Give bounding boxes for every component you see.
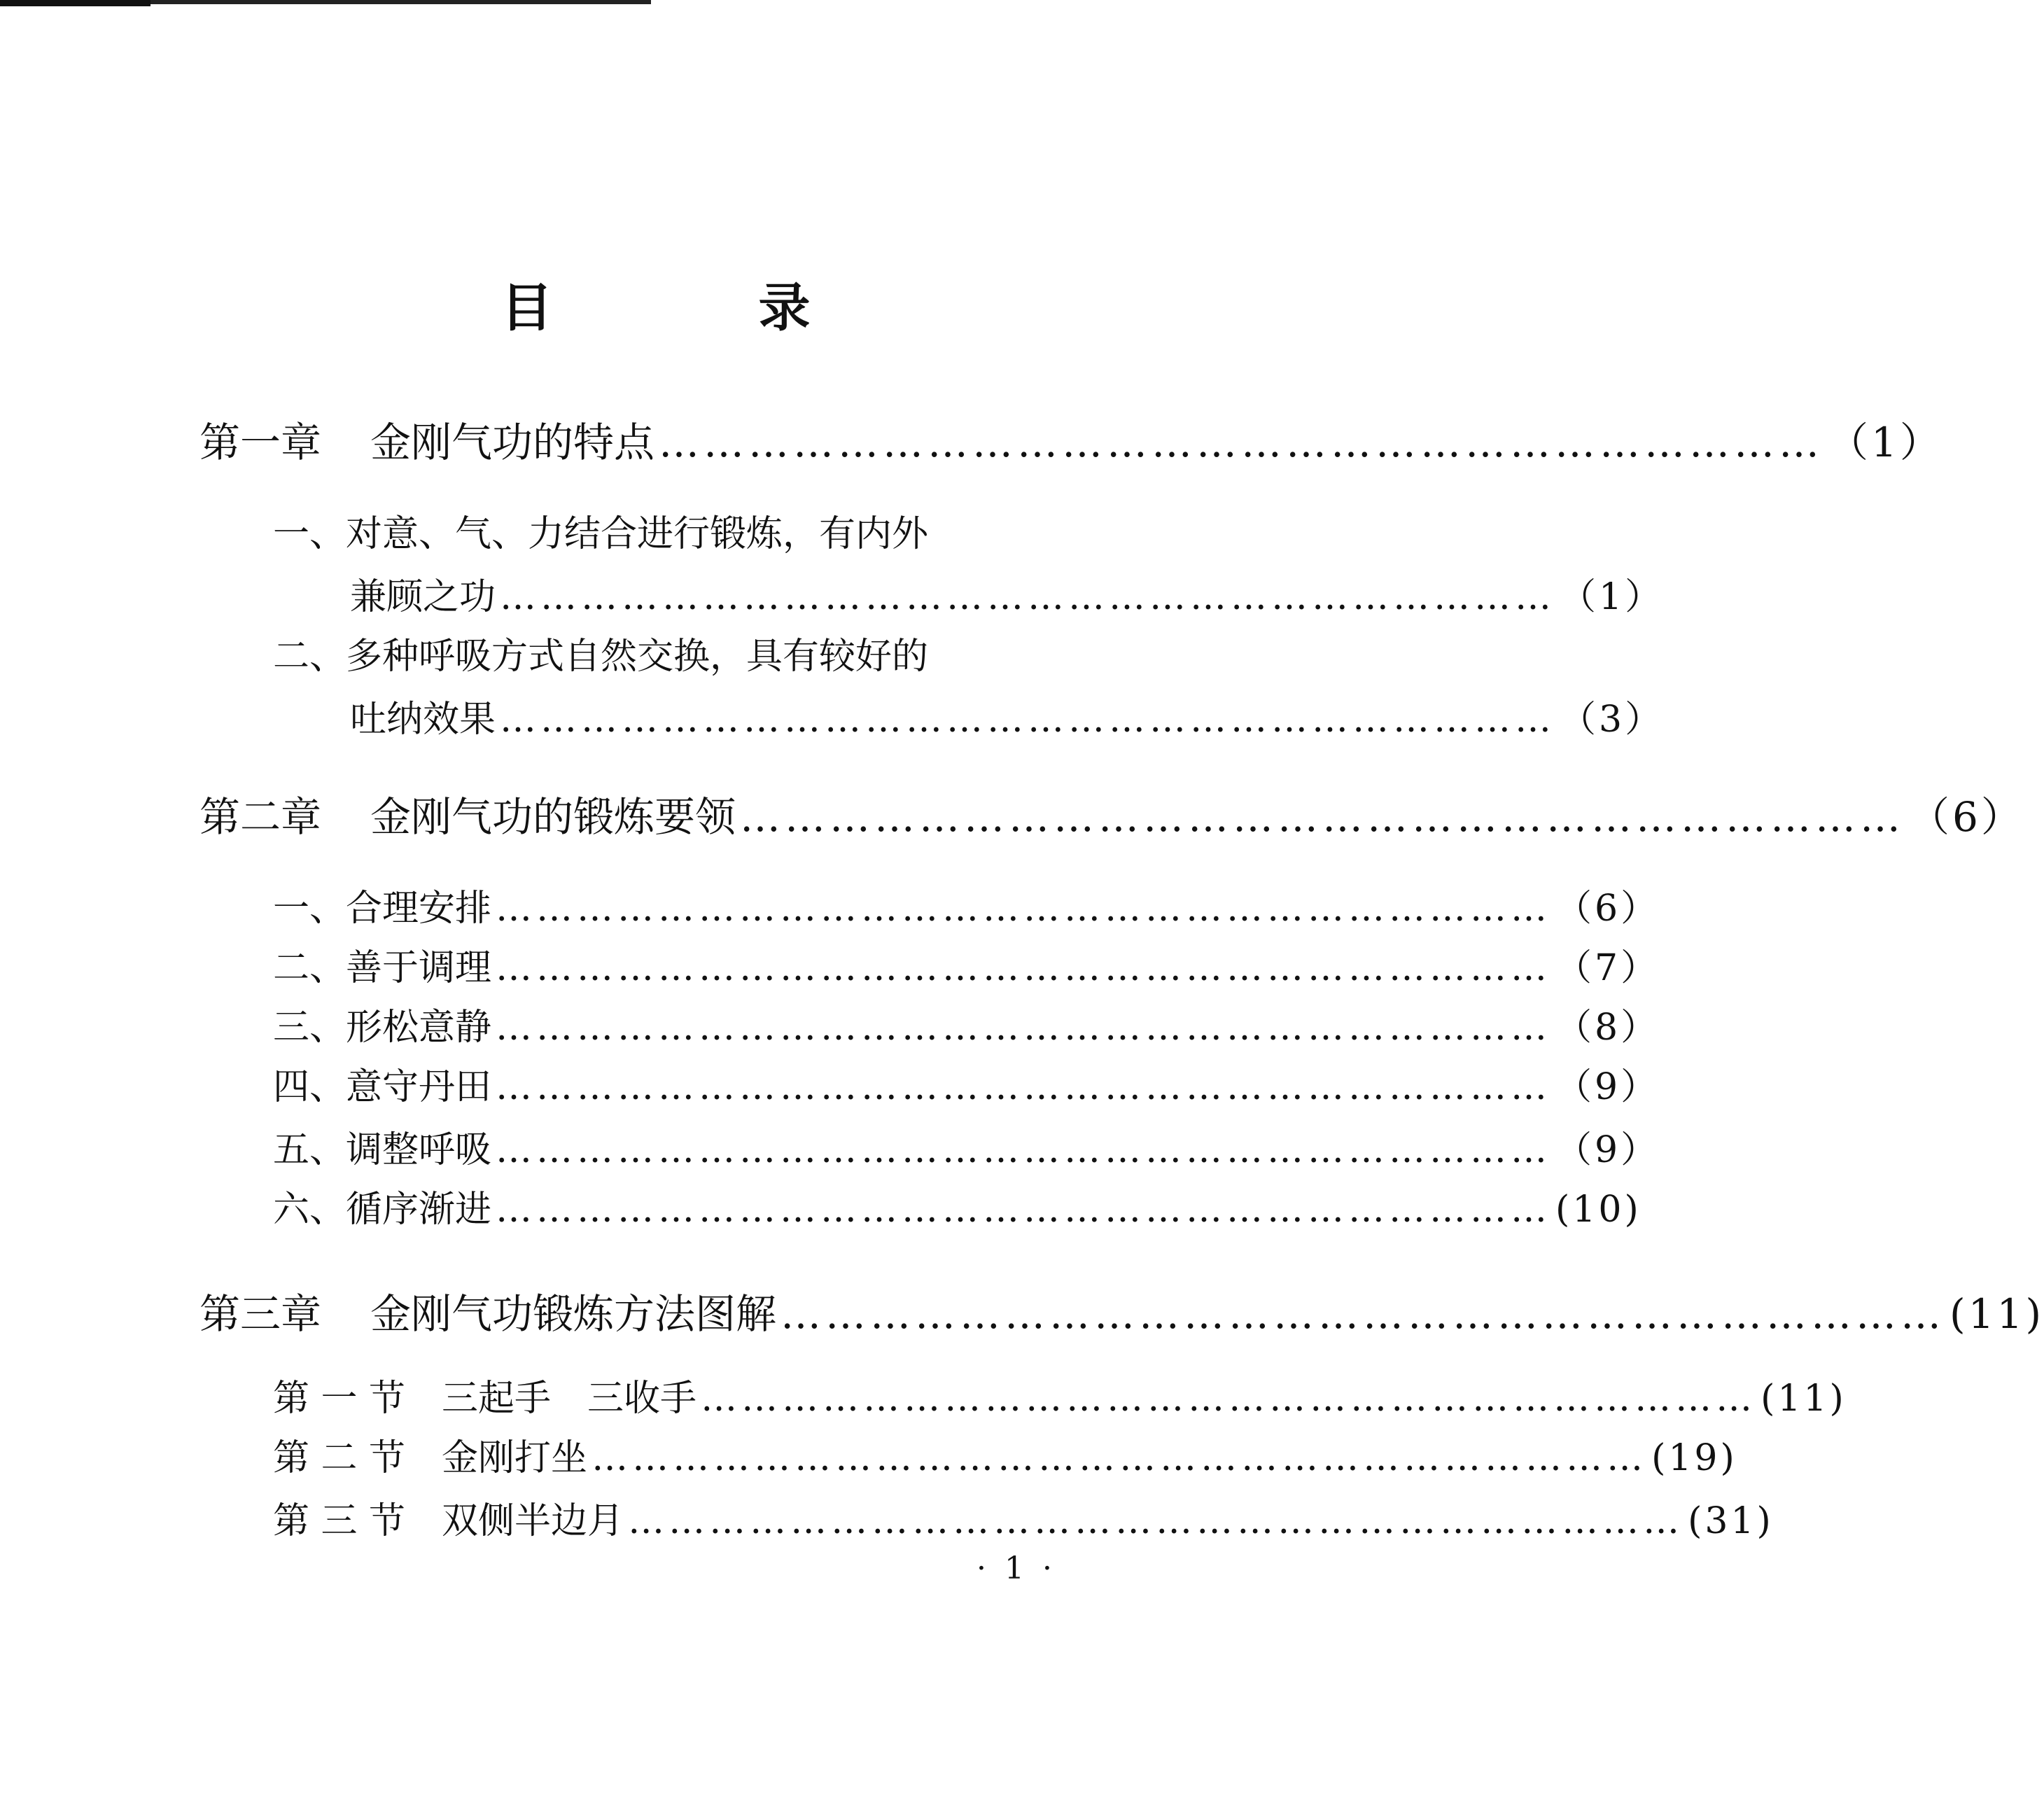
dot-leader: …………………………………………………………………… bbox=[740, 793, 1905, 841]
dot-leader: …………………………………………………………………… bbox=[628, 1500, 1684, 1542]
chapter-number: 第二章 bbox=[200, 793, 322, 841]
section-title: 第 二 节 金刚打坐 bbox=[273, 1437, 588, 1479]
chapter-number: 第三章 bbox=[200, 1290, 322, 1338]
page-ref: （8） bbox=[1555, 1007, 1660, 1049]
chapter-number: 第一章 bbox=[200, 419, 322, 466]
section-title-cont: 吐纳效果 bbox=[350, 699, 496, 741]
section-title: 一、对意、气、力结合进行锻炼，有内外 bbox=[273, 513, 929, 555]
page-ref: (31) bbox=[1688, 1500, 1774, 1542]
toc-chapter-2[interactable] bbox=[200, 784, 2024, 847]
page-ref: (11) bbox=[1760, 1378, 1847, 1420]
section-title: 四、意守丹田 bbox=[273, 1066, 492, 1108]
page-ref: （1） bbox=[1828, 419, 1943, 466]
page-ref: (19) bbox=[1651, 1437, 1737, 1479]
toc-section-1-2-line1[interactable] bbox=[273, 627, 1106, 690]
dot-leader: …………………………………………………………………… bbox=[496, 1129, 1552, 1171]
toc-section-2-1[interactable] bbox=[273, 879, 1660, 942]
dot-leader: …………………………………………………………………… bbox=[659, 419, 1824, 466]
page-ref: (11) bbox=[1949, 1290, 2044, 1338]
page-ref: （3） bbox=[1560, 699, 1665, 741]
toc-section-2-3[interactable] bbox=[273, 998, 1660, 1061]
toc-section-2-6[interactable] bbox=[273, 1180, 1642, 1243]
section-title: 六、循序渐进 bbox=[273, 1189, 492, 1231]
section-title: 二、善于调理 bbox=[273, 947, 492, 989]
page-ref: （9） bbox=[1555, 1066, 1660, 1108]
dot-leader: …………………………………………………………………… bbox=[496, 1066, 1552, 1108]
section-title: 三、形松意静 bbox=[273, 1007, 492, 1049]
dot-leader: …………………………………………………………………… bbox=[701, 1378, 1757, 1420]
section-title: 一、合理安排 bbox=[273, 888, 492, 930]
toc-section-3-3[interactable] bbox=[273, 1491, 1774, 1554]
section-title: 五、调整呼吸 bbox=[273, 1129, 492, 1171]
toc-section-2-2[interactable] bbox=[273, 938, 1660, 1001]
page-title: 目 录 bbox=[500, 278, 888, 338]
dot-leader: …………………………………………………………………… bbox=[780, 1290, 1946, 1338]
toc-chapter-3[interactable] bbox=[200, 1281, 2044, 1344]
dot-leader: …………………………………………………………………… bbox=[496, 1189, 1552, 1231]
page-ref: （1） bbox=[1560, 576, 1665, 618]
chapter-title: 金刚气功的锻炼要领 bbox=[370, 793, 736, 841]
section-title: 第 一 节 三起手 三收手 bbox=[273, 1378, 697, 1420]
toc-chapter-1[interactable] bbox=[200, 410, 1943, 473]
toc-section-3-2[interactable] bbox=[273, 1428, 1737, 1491]
dot-leader: …………………………………………………………………… bbox=[500, 699, 1556, 741]
toc-section-3-1[interactable] bbox=[273, 1369, 1847, 1432]
dot-leader: …………………………………………………………………… bbox=[496, 1007, 1552, 1049]
page-ref: （6） bbox=[1909, 793, 2024, 841]
section-title-cont: 兼顾之功 bbox=[350, 576, 496, 618]
toc-section-2-4[interactable] bbox=[273, 1057, 1660, 1120]
page-ref: （9） bbox=[1555, 1129, 1660, 1171]
dot-leader: …………………………………………………………………… bbox=[500, 576, 1556, 618]
page-number: ·1· bbox=[976, 1551, 1070, 1586]
dot-leader: …………………………………………………………………… bbox=[592, 1437, 1648, 1479]
dot-leader: …………………………………………………………………… bbox=[496, 888, 1552, 930]
page-ref: （6） bbox=[1555, 888, 1660, 930]
chapter-title: 金刚气功的特点 bbox=[370, 419, 655, 466]
page-ref: (10) bbox=[1555, 1189, 1642, 1231]
toc-section-2-5[interactable] bbox=[273, 1120, 1660, 1183]
toc-section-1-2-line2[interactable] bbox=[350, 690, 1665, 753]
section-title: 第 三 节 双侧半边月 bbox=[273, 1500, 624, 1542]
dot-leader: …………………………………………………………………… bbox=[496, 947, 1552, 989]
toc-section-1-1-line1[interactable] bbox=[273, 504, 1106, 567]
chapter-title: 金刚气功锻炼方法图解 bbox=[370, 1290, 777, 1338]
page-ref: （7） bbox=[1555, 947, 1660, 989]
toc-section-1-1-line2[interactable] bbox=[350, 567, 1665, 630]
section-title: 二、多种呼吸方式自然交换，具有较好的 bbox=[273, 636, 929, 678]
